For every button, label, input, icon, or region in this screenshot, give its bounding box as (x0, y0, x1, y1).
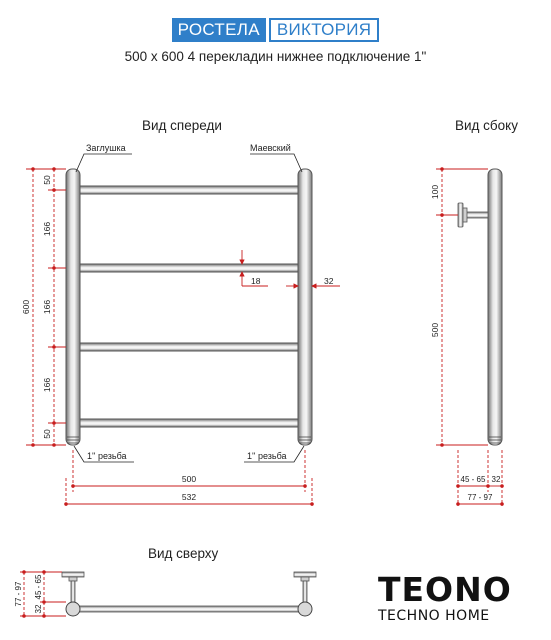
side-bracket-collar (463, 208, 467, 222)
dim-overall-width: 532 (181, 492, 197, 502)
dim-top-depth-inner: 45 - 65 (34, 574, 43, 600)
logo-sub-text: TECHNO HOME (378, 608, 490, 624)
side-view (430, 167, 504, 506)
dim-spacing-3: 166 (42, 377, 52, 393)
dim-crossbar-diameter: 18 (251, 276, 261, 286)
dim-spacing-2: 166 (42, 299, 52, 315)
crossbar-3 (72, 343, 306, 351)
thread-left-label: 1'' резьба (87, 451, 127, 461)
mayevsky-label: Маевский (250, 143, 291, 153)
dim-top-offset: 50 (42, 175, 52, 185)
side-view-title: Вид сбоку (455, 118, 518, 133)
top-left-pipe (66, 602, 80, 616)
side-bracket-flange (458, 203, 463, 227)
side-bracket-arm (466, 212, 488, 218)
crossbar-4 (72, 419, 306, 427)
front-view-title: Вид спереди (142, 118, 222, 133)
dim-spacing-1: 166 (42, 221, 52, 237)
top-crossbar (73, 606, 305, 612)
dim-side-top: 100 (430, 184, 440, 200)
dim-total-height: 600 (21, 299, 31, 315)
top-right-arm (303, 581, 307, 602)
top-left-collar (69, 577, 77, 581)
side-pipe (488, 169, 502, 445)
left-pipe (66, 169, 80, 445)
dim-pipe-diameter: 32 (324, 276, 334, 286)
top-view-title: Вид сверху (148, 546, 219, 561)
mayevsky-leader (250, 154, 302, 172)
top-right-pipe (298, 602, 312, 616)
front-view (21, 143, 340, 508)
top-left-plate (62, 572, 84, 577)
dim-wall-offset: 45 - 65 (460, 475, 486, 484)
top-left-arm (71, 581, 75, 602)
dim-bottom-offset: 50 (42, 429, 52, 439)
model-name: ВИКТОРИЯ (269, 18, 380, 42)
dim-side-pipe: 32 (491, 475, 501, 484)
dim-depth: 77 - 97 (467, 493, 493, 502)
crossbar-2 (72, 264, 306, 272)
top-right-plate (294, 572, 316, 577)
dim-center-distance: 500 (181, 474, 197, 484)
teono-logo (378, 570, 528, 624)
brand-name: РОСТЕЛА (172, 18, 266, 42)
top-right-collar (301, 577, 309, 581)
top-depth-dims (20, 572, 66, 616)
plug-label: Заглушка (86, 143, 126, 153)
top-view (14, 570, 316, 618)
thread-right-label: 1'' резьба (247, 451, 287, 461)
dim-top-depth-outer: 77 - 97 (14, 581, 23, 607)
logo-main-text: TEONO (378, 570, 512, 609)
right-pipe (298, 169, 312, 445)
product-subtitle: 500 х 600 4 перекладин нижнее подключение 1" (124, 49, 427, 64)
dim-top-pipe: 32 (34, 604, 43, 614)
crossbar-1 (72, 186, 306, 194)
dim-side-height: 500 (430, 322, 440, 338)
plug-leader (76, 154, 132, 172)
